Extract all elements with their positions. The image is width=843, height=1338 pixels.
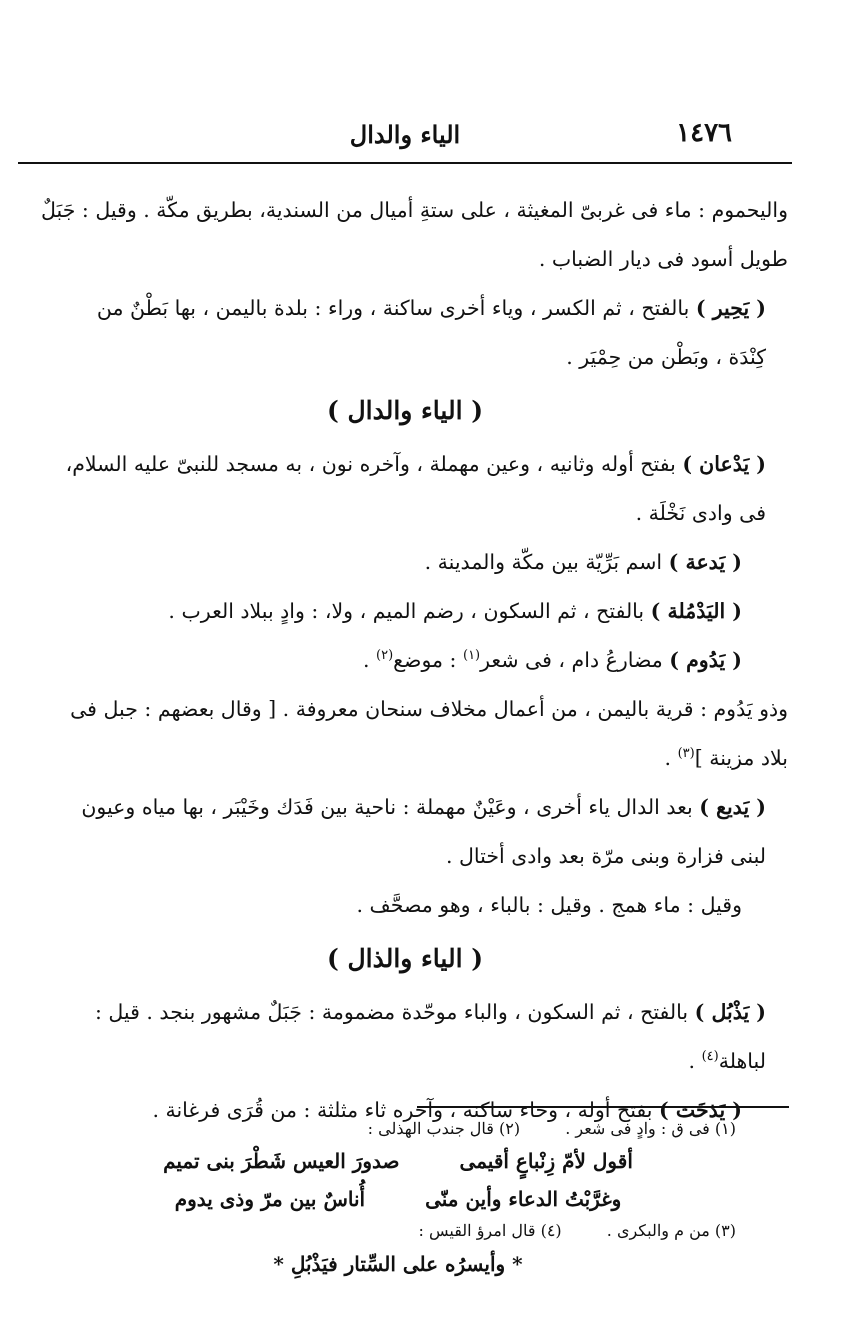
text-line: بلاد مزينة ]	[694, 746, 788, 770]
definition: بالفتح ، ثم الكسر ، وياء أخرى ساكنة ، وراء : بلدة باليمن ، بها بَطْنٌ من	[96, 296, 690, 320]
entry-dhu-yadum	[22, 685, 788, 783]
headword: ( يَذْبُل )	[694, 1000, 766, 1024]
text-line: كِنْدَة ، وبَطْن من حِمْيَر .	[566, 345, 766, 369]
header-rule	[18, 162, 792, 164]
section-heading: ( الياء والذال )	[326, 944, 484, 973]
text-line: .	[688, 1049, 696, 1073]
entry-yadhbul	[22, 988, 788, 1086]
definition: مضارعُ دام ، فى شعر	[480, 648, 663, 672]
footnote-rule	[417, 1106, 789, 1108]
verse-line	[60, 1180, 736, 1218]
page-number: ١٤٧٦	[676, 118, 732, 148]
entry-yadaa	[22, 538, 788, 587]
definition: بعد الدال ياء أخرى ، وعَيْنٌ مهملة : ناحية بين فَدَك وخَيْبَر ، بها مياه وعيون	[81, 795, 693, 819]
entry-yadum	[22, 636, 788, 685]
text-line: وذو يَدُوم : قرية باليمن ، من أعمال مخلاف سنحان معروفة . [ وقال بعضهم : جبل فى	[70, 697, 788, 721]
hemistich: أقول لأمّ زِنْباعٍ أقيمى	[459, 1149, 633, 1173]
headword: ( يَدُوم )	[669, 648, 742, 672]
definition: اسم بَرِّيّة بين مكّة والمدينة .	[424, 550, 663, 574]
verse-line	[60, 1142, 736, 1180]
text-line: وقيل : ماء همج . وقيل : بالباء ، وهو مصحَّف .	[356, 893, 742, 917]
definition: بالفتح ، ثم السكون ، والباء موحّدة مضمومة : جَبَلٌ مشهور بنجد . قيل :	[94, 1000, 689, 1024]
footnote-line	[60, 1116, 736, 1142]
definition: بالفتح ، ثم السكون ، رضم الميم ، ولا، : وادٍ ببلاد العرب .	[168, 599, 645, 623]
headword: ( يَذخَث )	[659, 1098, 742, 1122]
hemistich: صدورَ العيس شَطْرَ بنى تميم	[163, 1149, 400, 1173]
verse-line: * وأيسرُه على السِّتار فيَذْبُلِ *	[273, 1252, 523, 1276]
footnote-marker: (١)	[462, 648, 481, 664]
headword: ( يَدْعان )	[682, 452, 766, 476]
footnote-marker: (٤)	[701, 1049, 719, 1065]
entry-yadaan	[22, 440, 788, 538]
text-line: لباهلة	[718, 1049, 766, 1073]
text-line: لبنى فزارة وبنى مرّة بعد وادى أختال .	[445, 844, 766, 868]
footnote-marker: (٢)	[376, 648, 394, 664]
definition: بفتح أوله ، وخاء ساكنة ، وآخره ثاء مثلثة : من قُرَى فرغانة .	[152, 1098, 653, 1122]
main-text	[22, 186, 788, 1135]
text-line: .	[664, 746, 672, 770]
footnote-2: (٢) قال جندب الهذلى :	[367, 1119, 521, 1138]
footnote-4: (٤) قال امرؤ القيس :	[418, 1221, 562, 1240]
footnotes	[60, 1116, 736, 1284]
footnote-line	[60, 1218, 736, 1244]
headword: ( يَدعة )	[668, 550, 742, 574]
footnote-3: (٣) من م والبكرى .	[606, 1221, 736, 1240]
headword: ( يَحِير )	[695, 296, 766, 320]
hemistich: وغرَّبْتُ الدعاء وأين منّى	[425, 1187, 622, 1211]
entry-yadi	[22, 783, 788, 881]
definition: : موضع	[393, 648, 457, 672]
page-header	[18, 118, 792, 158]
definition: بفتح أوله وثانيه ، وعين مهملة ، وآخره نون ، به مسجد للنبىّ عليه السلام،	[65, 452, 676, 476]
text-line: واليحموم : ماء فى غربىّ المغيثة ، على ستةِ أميال من السندية، بطريق مكّة . وقيل : جَبَلٌ	[41, 198, 788, 222]
footnote-1: (١) فى ق : وادٍ فى شعر .	[565, 1119, 736, 1138]
hemistich: أُناسٌ بين مرّ وذى يدوم	[174, 1187, 366, 1211]
section-heading: ( الياء والدال )	[326, 396, 484, 425]
footnote-marker: (٣)	[677, 746, 695, 762]
text-line: طويل أسود فى ديار الضباب .	[538, 247, 788, 271]
entry-yahir	[22, 284, 788, 382]
running-title: الياء والدال	[349, 120, 461, 149]
entry-yadmula	[22, 587, 788, 636]
entry-yahmum	[22, 186, 788, 284]
entry-yadi-note	[22, 881, 788, 930]
text-line: .	[362, 648, 370, 672]
text-line: فى وادى نَخْلَة .	[635, 501, 766, 525]
headword: ( يَديع )	[699, 795, 766, 819]
headword: ( اليَدْمُلة )	[650, 599, 742, 623]
